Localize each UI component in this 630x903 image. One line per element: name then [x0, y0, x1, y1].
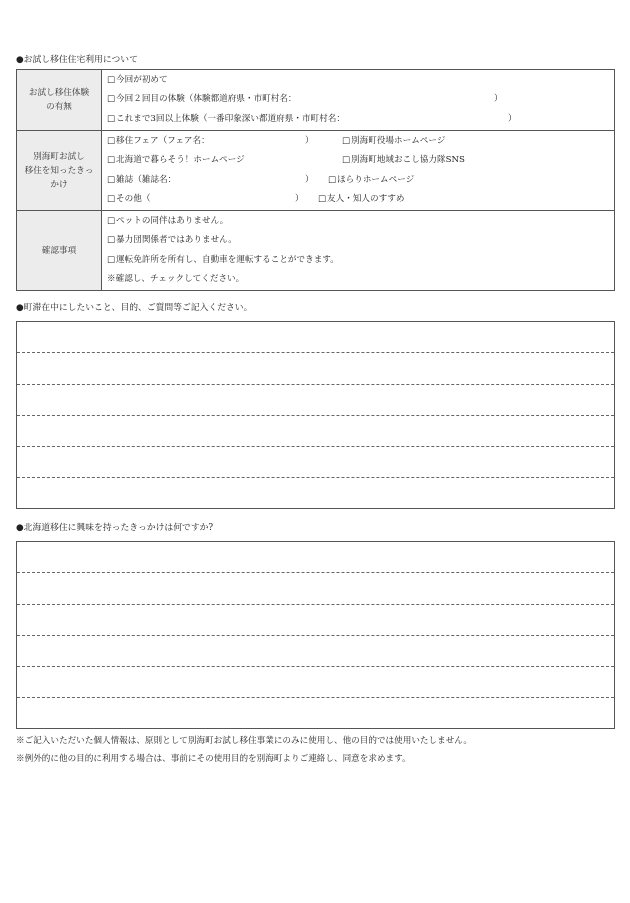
prefecture-name-field[interactable]: ）: [494, 94, 503, 105]
write-line: [17, 416, 614, 447]
option-label: 運転免許所を所有し、自動車を運転することができます。: [116, 254, 339, 265]
write-line: [17, 385, 614, 416]
option-fair[interactable]: [102, 132, 614, 152]
option-magazine[interactable]: [102, 171, 614, 191]
confirmation-label-line: 確認事項: [41, 245, 77, 256]
checkbox[interactable]: □: [107, 74, 116, 85]
experience-label-line: の有無: [46, 102, 72, 112]
option-label: これまで3回以上体験（一番印象深い都道府県・市町村名：: [116, 113, 345, 124]
checkbox[interactable]: □: [328, 174, 337, 185]
hokkaido-interest-textarea[interactable]: [16, 541, 615, 729]
write-line: [17, 478, 614, 509]
source-options: [102, 131, 615, 211]
option-friend-referral[interactable]: [318, 190, 404, 210]
checkbox[interactable]: □: [107, 254, 116, 265]
option-label: その他（: [116, 194, 151, 204]
option-label: 北海道で暮らそう！ホームページ: [116, 155, 245, 165]
source-label: [17, 131, 102, 211]
confirm-no-pets[interactable]: [102, 212, 614, 232]
source-label-line: かけ: [50, 179, 68, 190]
privacy-note: ※ご記入いただいた個人情報は、原則として別海町お試し移住事業にのみに使用し、他の目的では使用いたしません。: [16, 736, 472, 746]
source-row: [17, 131, 615, 211]
checkbox[interactable]: □: [107, 94, 116, 105]
option-label: 別海町役場ホームページ: [351, 135, 446, 146]
confirm-no-gang[interactable]: [102, 231, 614, 251]
checkbox[interactable]: □: [318, 194, 327, 204]
checkbox[interactable]: □: [107, 194, 116, 204]
checkbox[interactable]: □: [107, 235, 116, 245]
confirmation-instruction: [102, 270, 614, 290]
option-first-time[interactable]: [102, 71, 614, 91]
write-line: [17, 353, 614, 384]
checkbox[interactable]: □: [107, 135, 116, 146]
option-town-homepage[interactable]: [342, 132, 445, 152]
confirmation-label: [17, 211, 102, 291]
option-label: 移住フェア（フェア名：: [116, 135, 210, 146]
write-line: [17, 605, 614, 636]
option-cooperation-sns[interactable]: [342, 151, 465, 171]
option-label: 別海町地域おこし協力隊SNS: [351, 155, 465, 165]
section-heading-stay-purpose: ●町滞在中にしたいこと、目的、ご質問等ご記入ください。: [16, 303, 253, 313]
option-label: 雑誌（雑誌名：: [116, 174, 177, 185]
checkbox[interactable]: □: [342, 135, 351, 146]
section-heading-trial-housing: ●お試し移住住宅利用について: [16, 55, 138, 65]
write-line: [17, 573, 614, 604]
option-label: 今回が初めて: [116, 74, 168, 85]
write-line: [17, 667, 614, 698]
option-other[interactable]: [102, 190, 614, 210]
fair-name-field[interactable]: ）: [305, 135, 314, 146]
magazine-name-field[interactable]: ）: [305, 174, 314, 185]
checkbox[interactable]: □: [107, 113, 116, 124]
checkbox[interactable]: □: [107, 155, 116, 165]
experience-label: [17, 70, 102, 131]
option-label: 友人・知人のすすめ: [327, 194, 405, 204]
option-label: ペットの同伴はありません。: [116, 215, 229, 226]
confirmation-row: [17, 211, 615, 291]
option-hokkaido-homepage[interactable]: [102, 151, 614, 171]
checkbox[interactable]: □: [342, 155, 351, 165]
prefecture-name-field[interactable]: ）: [508, 113, 517, 124]
confirm-driver-license[interactable]: [102, 251, 614, 271]
write-line: [17, 322, 614, 353]
confirmation-options: [102, 211, 615, 291]
source-label-line: 移住を知ったきっ: [24, 165, 94, 176]
write-line: [17, 636, 614, 667]
other-detail-field[interactable]: ）: [295, 194, 304, 204]
section-heading-hokkaido-interest: ●北海道移住に興味を持ったきっかけは何ですか?: [16, 523, 214, 533]
stay-purpose-textarea[interactable]: [16, 321, 615, 509]
option-second-time[interactable]: [102, 90, 614, 110]
source-label-line: 別海町お試し: [33, 151, 85, 162]
option-label: ほらりホームページ: [337, 174, 415, 185]
write-line: [17, 447, 614, 478]
experience-row: [17, 70, 615, 131]
option-three-or-more[interactable]: [102, 110, 614, 130]
write-line: [17, 698, 614, 729]
exception-note: ※例外的に他の目的に利用する場合は、事前にその使用目的を別海町よりご連絡し、同意を求めます。: [16, 754, 411, 764]
trial-housing-form-table: [16, 69, 615, 291]
experience-label-line: お試し移住体験: [28, 88, 90, 98]
instruction-text: ※確認し、チェックしてください。: [107, 274, 245, 284]
checkbox[interactable]: □: [107, 174, 116, 185]
option-label: 暴力団関係者ではありません。: [116, 235, 237, 245]
option-horari-homepage[interactable]: [328, 171, 414, 191]
option-label: 今回２回目の体験（体験都道府県・市町村名：: [116, 94, 297, 105]
experience-options: [102, 70, 615, 131]
write-line: [17, 542, 614, 573]
checkbox[interactable]: □: [107, 215, 116, 226]
